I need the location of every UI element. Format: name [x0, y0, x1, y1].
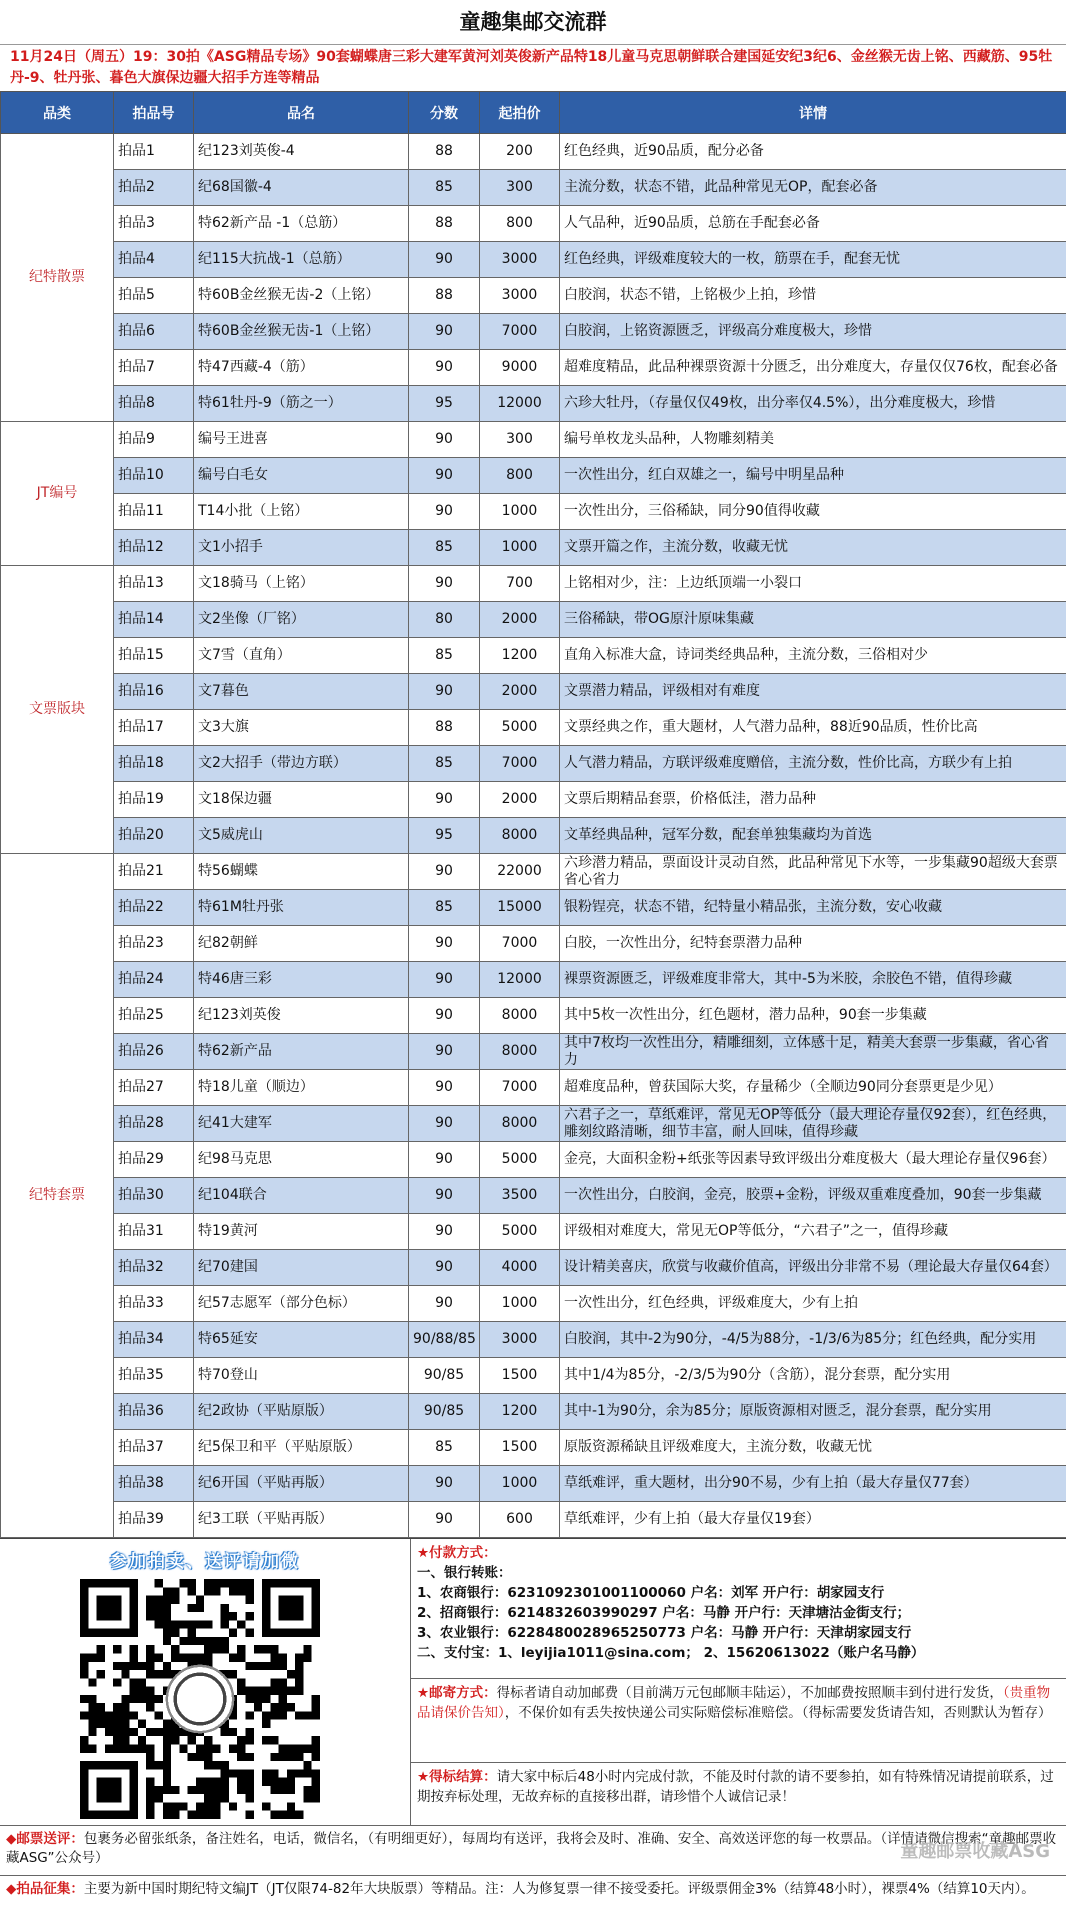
category-cell: 纪特散票: [1, 134, 114, 422]
starting-price: 3500: [480, 1178, 560, 1214]
table-row: [1, 494, 1066, 530]
grade: 90: [409, 854, 480, 890]
category-cell: 文票版块: [1, 566, 114, 854]
table-row: [1, 818, 1066, 854]
starting-price: 1500: [480, 1358, 560, 1394]
column-header: 品名: [194, 92, 409, 134]
lot-detail: 其中5枚一次性出分，红色题材，潜力品种，90套一步集藏: [560, 998, 1066, 1034]
bank-line-1: 1、农商银行：6231092301001100060 户名：刘军 开户行：胡家园支行: [417, 1583, 1060, 1603]
column-header: 品类: [1, 92, 114, 134]
starting-price: 8000: [480, 1034, 560, 1070]
starting-price: 800: [480, 458, 560, 494]
column-header: 详情: [560, 92, 1066, 134]
starting-price: 1500: [480, 1430, 560, 1466]
grade: 85: [409, 638, 480, 674]
lot-detail: 人气品种，近90品质，总筋在手配套必备: [560, 206, 1066, 242]
qr-code-image[interactable]: [80, 1579, 320, 1819]
table-header: [1, 92, 1066, 134]
lot-name: 文18骑马（上铭）: [194, 566, 409, 602]
lot-name: 特62新产品 -1（总筋）: [194, 206, 409, 242]
lot-name: 特62新产品: [194, 1034, 409, 1070]
lot-name: 特46唐三彩: [194, 962, 409, 998]
lot-number: 拍品1: [114, 134, 194, 170]
lot-name: 纪104联合: [194, 1178, 409, 1214]
grade: 90: [409, 458, 480, 494]
lot-detail: 原版资源稀缺且评级难度大，主流分数，收藏无忧: [560, 1430, 1066, 1466]
lot-number: 拍品23: [114, 926, 194, 962]
lot-name: 纪115大抗战-1（总筋）: [194, 242, 409, 278]
footer: [0, 1538, 1066, 1915]
table-row: [1, 314, 1066, 350]
lot-detail: 文票经典之作，重大题材，人气潜力品种，88近90品质，性价比高: [560, 710, 1066, 746]
table-row: [1, 242, 1066, 278]
starting-price: 2000: [480, 674, 560, 710]
starting-price: 5000: [480, 1142, 560, 1178]
lot-number: 拍品7: [114, 350, 194, 386]
lot-name: 特61M牡丹张: [194, 890, 409, 926]
lot-detail: 六珍大牡丹，（存量仅仅49枚，出分率仅4.5%），出分难度极大，珍惜: [560, 386, 1066, 422]
lot-name: 文2坐像（厂铭）: [194, 602, 409, 638]
settlement-text: 请大家中标后48小时内完成付款，不能及时付款的请不要参拍，如有特殊情况请提前联系，过期按弃标处理，无故弃标的直接移出群，请珍惜个人诚信记录！: [417, 1769, 1054, 1805]
lot-name: 纪98马克思: [194, 1142, 409, 1178]
starting-price: 3000: [480, 1322, 560, 1358]
lot-name: 文3大旗: [194, 710, 409, 746]
lot-name: 特19黄河: [194, 1214, 409, 1250]
appraisal-heading: ◆邮票送评：: [6, 1831, 84, 1847]
bank-line-3: 3、农业银行：6228480028965250773 户名：马静 开户行：天津胡家园支行: [417, 1623, 1060, 1643]
lot-detail: 一次性出分，三俗稀缺，同分90值得收藏: [560, 494, 1066, 530]
lot-detail: 金亮，大面积金粉+纸张等因素导致评级出分难度极大（最大理论存量仅96套）: [560, 1142, 1066, 1178]
starting-price: 800: [480, 206, 560, 242]
grade: 90: [409, 1034, 480, 1070]
grade: 95: [409, 818, 480, 854]
table-row: [1, 1034, 1066, 1070]
settlement-section: [411, 1763, 1066, 1825]
lot-number: 拍品20: [114, 818, 194, 854]
lot-detail: 上铭相对少，注：上边纸顶端一小裂口: [560, 566, 1066, 602]
shipping-text-c: ，不保价如有丢失按快递公司实际赔偿标准赔偿。（得标需要发货请告知，否则默认为暂存）: [505, 1705, 1052, 1721]
grade: 88: [409, 134, 480, 170]
starting-price: 300: [480, 422, 560, 458]
lot-detail: 文票开篇之作，主流分数，收藏无忧: [560, 530, 1066, 566]
lot-number: 拍品12: [114, 530, 194, 566]
lot-number: 拍品25: [114, 998, 194, 1034]
lot-detail: 草纸难评，少有上拍（最大存量仅19套）: [560, 1502, 1066, 1538]
lot-name: 特60B金丝猴无齿-1（上铭）: [194, 314, 409, 350]
table-row: [1, 1358, 1066, 1394]
lot-detail: 一次性出分，红色经典，评级难度大，少有上拍: [560, 1286, 1066, 1322]
grade: 90: [409, 1466, 480, 1502]
starting-price: 8000: [480, 1106, 560, 1142]
grade: 90: [409, 1286, 480, 1322]
table-row: [1, 1070, 1066, 1106]
starting-price: 300: [480, 170, 560, 206]
table-row: [1, 422, 1066, 458]
table-row: [1, 350, 1066, 386]
lot-name: 特61牡丹-9（筋之一）: [194, 386, 409, 422]
table-row: [1, 1286, 1066, 1322]
lot-name: 编号王进喜: [194, 422, 409, 458]
lot-number: 拍品3: [114, 206, 194, 242]
starting-price: 12000: [480, 962, 560, 998]
lot-detail: 超难度精品，此品种裸票资源十分匮乏，出分难度大，存量仅仅76枚，配套必备: [560, 350, 1066, 386]
lot-detail: 其中-1为90分，余为85分；原版资源相对匮乏，混分套票，配分实用: [560, 1394, 1066, 1430]
starting-price: 7000: [480, 926, 560, 962]
lot-number: 拍品19: [114, 782, 194, 818]
grade: 90: [409, 962, 480, 998]
payment-section: [411, 1539, 1066, 1825]
lot-number: 拍品30: [114, 1178, 194, 1214]
lot-name: 纪68国徽-4: [194, 170, 409, 206]
lot-number: 拍品36: [114, 1394, 194, 1430]
lot-name: 纪6开国（平贴再版）: [194, 1466, 409, 1502]
grade: 90: [409, 1178, 480, 1214]
lot-number: 拍品5: [114, 278, 194, 314]
starting-price: 1000: [480, 494, 560, 530]
lot-detail: 红色经典，评级难度较大的一枚，筋票在手，配套无忧: [560, 242, 1066, 278]
lot-detail: 白胶润，上铭资源匮乏，评级高分难度极大，珍惜: [560, 314, 1066, 350]
lot-number: 拍品33: [114, 1286, 194, 1322]
grade: 90: [409, 314, 480, 350]
table-body: [1, 134, 1066, 1538]
grade: 88: [409, 206, 480, 242]
lot-detail: 超难度品种，曾获国际大奖，存量稀少（全顺边90同分套票更是少见）: [560, 1070, 1066, 1106]
table-row: [1, 566, 1066, 602]
starting-price: 2000: [480, 602, 560, 638]
table-row: [1, 602, 1066, 638]
grade: 90: [409, 998, 480, 1034]
table-row: [1, 746, 1066, 782]
grade: 90: [409, 1142, 480, 1178]
column-header: 拍品号: [114, 92, 194, 134]
starting-price: 15000: [480, 890, 560, 926]
table-row: [1, 170, 1066, 206]
grade: 88: [409, 278, 480, 314]
lot-name: 特65延安: [194, 1322, 409, 1358]
grade: 90: [409, 1250, 480, 1286]
lot-number: 拍品8: [114, 386, 194, 422]
starting-price: 7000: [480, 1070, 560, 1106]
lot-detail: 人气潜力精品，方联评级难度赠倍，主流分数，性价比高，方联少有上拍: [560, 746, 1066, 782]
lot-name: 文7暮色: [194, 674, 409, 710]
starting-price: 1000: [480, 530, 560, 566]
lot-number: 拍品27: [114, 1070, 194, 1106]
lot-detail: 编号单枚龙头品种，人物雕刻精美: [560, 422, 1066, 458]
lot-name: T14小批（上铭）: [194, 494, 409, 530]
grade: 90: [409, 1070, 480, 1106]
starting-price: 5000: [480, 710, 560, 746]
consign-heading: ◆拍品征集：: [6, 1881, 84, 1897]
lot-number: 拍品13: [114, 566, 194, 602]
lot-name: 纪2政协（平贴原版）: [194, 1394, 409, 1430]
table-row: [1, 134, 1066, 170]
lot-name: 纪82朝鲜: [194, 926, 409, 962]
table-row: [1, 1214, 1066, 1250]
lot-number: 拍品32: [114, 1250, 194, 1286]
starting-price: 8000: [480, 998, 560, 1034]
starting-price: 5000: [480, 1214, 560, 1250]
shipping-text-a: 得标者请自动加邮费（目前满万元包邮顺丰陆运），不加邮费按照顺丰到付进行发货，: [497, 1685, 1003, 1701]
lot-number: 拍品2: [114, 170, 194, 206]
table-row: [1, 998, 1066, 1034]
lot-number: 拍品34: [114, 1322, 194, 1358]
lot-detail: 白胶润，状态不错，上铭极少上拍，珍惜: [560, 278, 1066, 314]
starting-price: 3000: [480, 278, 560, 314]
lot-name: 文5威虎山: [194, 818, 409, 854]
table-row: [1, 1394, 1066, 1430]
starting-price: 12000: [480, 386, 560, 422]
starting-price: 200: [480, 134, 560, 170]
lot-detail: 文革经典品种，冠军分数，配套单独集藏均为首选: [560, 818, 1066, 854]
lot-detail: 三俗稀缺，带OG原汁原味集藏: [560, 602, 1066, 638]
lot-number: 拍品21: [114, 854, 194, 890]
bank-transfer-title: 一、银行转账：: [417, 1563, 1060, 1583]
lot-number: 拍品26: [114, 1034, 194, 1070]
lot-number: 拍品29: [114, 1142, 194, 1178]
starting-price: 7000: [480, 746, 560, 782]
grade: 90: [409, 350, 480, 386]
lot-number: 拍品38: [114, 1466, 194, 1502]
grade: 90: [409, 494, 480, 530]
lot-name: 特70登山: [194, 1358, 409, 1394]
starting-price: 2000: [480, 782, 560, 818]
table-row: [1, 1322, 1066, 1358]
lot-number: 拍品6: [114, 314, 194, 350]
table-row: [1, 1466, 1066, 1502]
consign-text: 主要为新中国时期纪特文编JT（JT仅限74-82年大块版票）等精品。注：人为修复票一律不接受委托。评级票佣金3%（结算48小时），裸票4%（结算10天内）。: [84, 1881, 1035, 1897]
lot-name: 特47西藏-4（筋）: [194, 350, 409, 386]
lot-detail: 银粉锃亮，状态不错，纪特量小精品张，主流分数，安心收藏: [560, 890, 1066, 926]
lot-number: 拍品39: [114, 1502, 194, 1538]
grade: 85: [409, 1430, 480, 1466]
lot-name: 纪3工联（平贴再版）: [194, 1502, 409, 1538]
lot-name: 纪57志愿军（部分色标）: [194, 1286, 409, 1322]
grade: 90/88/85: [409, 1322, 480, 1358]
shipping-text-b: （贵重物品请保价告知）: [417, 1685, 1050, 1721]
starting-price: 1200: [480, 638, 560, 674]
lot-detail: 一次性出分，红白双雄之一，编号中明星品种: [560, 458, 1066, 494]
lot-number: 拍品18: [114, 746, 194, 782]
lot-number: 拍品9: [114, 422, 194, 458]
lot-name: 特18儿童（顺边）: [194, 1070, 409, 1106]
shipping-section: [411, 1679, 1066, 1763]
settlement-heading: ★得标结算：: [417, 1769, 497, 1785]
lot-detail: 白胶，一次性出分，纪特套票潜力品种: [560, 926, 1066, 962]
lot-detail: 白胶润，其中-2为90分，-4/5为88分，-1/3/6为85分；红色经典，配分实用: [560, 1322, 1066, 1358]
starting-price: 700: [480, 566, 560, 602]
table-row: [1, 926, 1066, 962]
table-row: [1, 710, 1066, 746]
lot-detail: 红色经典，近90品质，配分必备: [560, 134, 1066, 170]
watermark: 童趣邮票收藏ASG: [900, 1837, 1050, 1863]
grade: 85: [409, 530, 480, 566]
table-row: [1, 386, 1066, 422]
table-row: [1, 206, 1066, 242]
alipay-line: 二、支付宝：1、leyijia1011@sina.com； 2、15620613022（账户名马静）: [417, 1643, 1060, 1663]
lot-number: 拍品4: [114, 242, 194, 278]
lot-name: 文18保边疆: [194, 782, 409, 818]
lot-table: [0, 91, 1066, 1538]
lot-number: 拍品15: [114, 638, 194, 674]
grade: 85: [409, 890, 480, 926]
lot-name: 纪41大建军: [194, 1106, 409, 1142]
grade: 90: [409, 926, 480, 962]
lot-detail: 评级相对难度大，常见无OP等低分，“六君子”之一，值得珍藏: [560, 1214, 1066, 1250]
bank-line-2: 2、招商银行：6214832603990297 户名：马静 开户行：天津塘沽金街支行；: [417, 1603, 1060, 1623]
table-row: [1, 1250, 1066, 1286]
starting-price: 7000: [480, 314, 560, 350]
lot-number: 拍品17: [114, 710, 194, 746]
grade: 90: [409, 782, 480, 818]
starting-price: 1000: [480, 1466, 560, 1502]
table-row: [1, 962, 1066, 998]
table-row: [1, 638, 1066, 674]
grade: 80: [409, 602, 480, 638]
grade: 90: [409, 1502, 480, 1538]
lot-name: 特56蝴蝶: [194, 854, 409, 890]
table-row: [1, 1502, 1066, 1538]
starting-price: 1000: [480, 1286, 560, 1322]
shipping-heading: ★邮寄方式：: [417, 1685, 497, 1701]
lot-detail: 其中1/4为85分，-2/3/5为90分（含筋），混分套票，配分实用: [560, 1358, 1066, 1394]
lot-detail: 草纸难评，重大题材，出分90不易，少有上拍（最大存量仅77套）: [560, 1466, 1066, 1502]
table-row: [1, 890, 1066, 926]
table-row: [1, 530, 1066, 566]
lot-name: 纪123刘英俊-4: [194, 134, 409, 170]
lot-number: 拍品37: [114, 1430, 194, 1466]
lot-number: 拍品16: [114, 674, 194, 710]
lot-name: 纪70建国: [194, 1250, 409, 1286]
lot-detail: 文票后期精品套票，价格低洼，潜力品种: [560, 782, 1066, 818]
lot-name: 文2大招手（带边方联）: [194, 746, 409, 782]
lot-name: 纪123刘英俊: [194, 998, 409, 1034]
lot-detail: 直角入标准大盒，诗词类经典品种，主流分数，三俗相对少: [560, 638, 1066, 674]
starting-price: 600: [480, 1502, 560, 1538]
starting-price: 9000: [480, 350, 560, 386]
page-title: 童趣集邮交流群: [0, 0, 1066, 45]
lot-number: 拍品22: [114, 890, 194, 926]
consign-row: [0, 1875, 1066, 1915]
lot-number: 拍品14: [114, 602, 194, 638]
lot-detail: 裸票资源匮乏，评级难度非常大，其中-5为米胶，余胶色不错，值得珍藏: [560, 962, 1066, 998]
table-row: [1, 674, 1066, 710]
starting-price: 4000: [480, 1250, 560, 1286]
lot-detail: 其中7枚均一次性出分，精雕细刻，立体感十足，精美大套票一步集藏，省心省力: [560, 1034, 1066, 1070]
lot-number: 拍品28: [114, 1106, 194, 1142]
category-cell: 纪特套票: [1, 854, 114, 1538]
lot-name: 文7雪（直角）: [194, 638, 409, 674]
lot-number: 拍品11: [114, 494, 194, 530]
payment-heading: ★付款方式：: [417, 1543, 1060, 1563]
column-header: 起拍价: [480, 92, 560, 134]
grade: 90: [409, 674, 480, 710]
grade: 90: [409, 242, 480, 278]
grade: 85: [409, 746, 480, 782]
lot-number: 拍品24: [114, 962, 194, 998]
starting-price: 1200: [480, 1394, 560, 1430]
appraisal-text: 包裹务必留张纸条，备注姓名，电话，微信名，（有明细更好），每周均有送评，我将会及时、准确、安全、高效送评您的每一枚票品。（详情请微信搜索“童趣邮票收藏ASG”公众号）: [6, 1831, 1056, 1866]
lot-detail: 一次性出分，白胶润，金亮，胶票+金粉，评级双重难度叠加，90套一步集藏: [560, 1178, 1066, 1214]
lot-number: 拍品31: [114, 1214, 194, 1250]
lot-detail: 六珍潜力精品，票面设计灵动自然，此品种常见下水等，一步集藏90超级大套票省心省力: [560, 854, 1066, 890]
grade: 88: [409, 710, 480, 746]
category-cell: JT编号: [1, 422, 114, 566]
payment-methods: [411, 1539, 1066, 1679]
lot-name: 编号白毛女: [194, 458, 409, 494]
lot-number: 拍品10: [114, 458, 194, 494]
grade: 95: [409, 386, 480, 422]
qr-caption: 参加拍卖、送评请加微: [0, 1547, 410, 1572]
grade: 90/85: [409, 1394, 480, 1430]
lot-name: 特60B金丝猴无齿-2（上铭）: [194, 278, 409, 314]
lot-name: 纪5保卫和平（平贴原版）: [194, 1430, 409, 1466]
table-row: [1, 1430, 1066, 1466]
grade: 90: [409, 1214, 480, 1250]
lot-detail: 主流分数，状态不错，此品种常见无OP，配套必备: [560, 170, 1066, 206]
table-row: [1, 854, 1066, 890]
lot-name: 文1小招手: [194, 530, 409, 566]
starting-price: 8000: [480, 818, 560, 854]
grade: 90: [409, 422, 480, 458]
starting-price: 3000: [480, 242, 560, 278]
table-row: [1, 1106, 1066, 1142]
table-row: [1, 1142, 1066, 1178]
table-row: [1, 1178, 1066, 1214]
auction-subtitle: 11月24日（周五）19：30拍《ASG精品专场》90套蝴蝶唐三彩大建军黄河刘英俊新产品特18儿童马克思朝鲜联合建国延安纪3纪6、金丝猴无齿上铭、西藏筋、95牡丹-9、牡丹张、暮色大旗保边疆大招手方连等精品: [0, 45, 1066, 91]
grade: 90: [409, 566, 480, 602]
column-header: 分数: [409, 92, 480, 134]
starting-price: 22000: [480, 854, 560, 890]
grade: 90/85: [409, 1358, 480, 1394]
lot-detail: 六君子之一，草纸难评，常见无OP等低分（最大理论存量仅92套），红色经典，雕刻纹路清晰，细节丰富，耐人回味，值得珍藏: [560, 1106, 1066, 1142]
grade: 90: [409, 1106, 480, 1142]
lot-detail: 设计精美喜庆，欣赏与收藏价值高，评级出分非常不易（理论最大存量仅64套）: [560, 1250, 1066, 1286]
table-row: [1, 278, 1066, 314]
qr-section: [0, 1539, 411, 1825]
table-row: [1, 782, 1066, 818]
grade: 85: [409, 170, 480, 206]
table-row: [1, 458, 1066, 494]
lot-number: 拍品35: [114, 1358, 194, 1394]
lot-detail: 文票潜力精品，评级相对有难度: [560, 674, 1066, 710]
